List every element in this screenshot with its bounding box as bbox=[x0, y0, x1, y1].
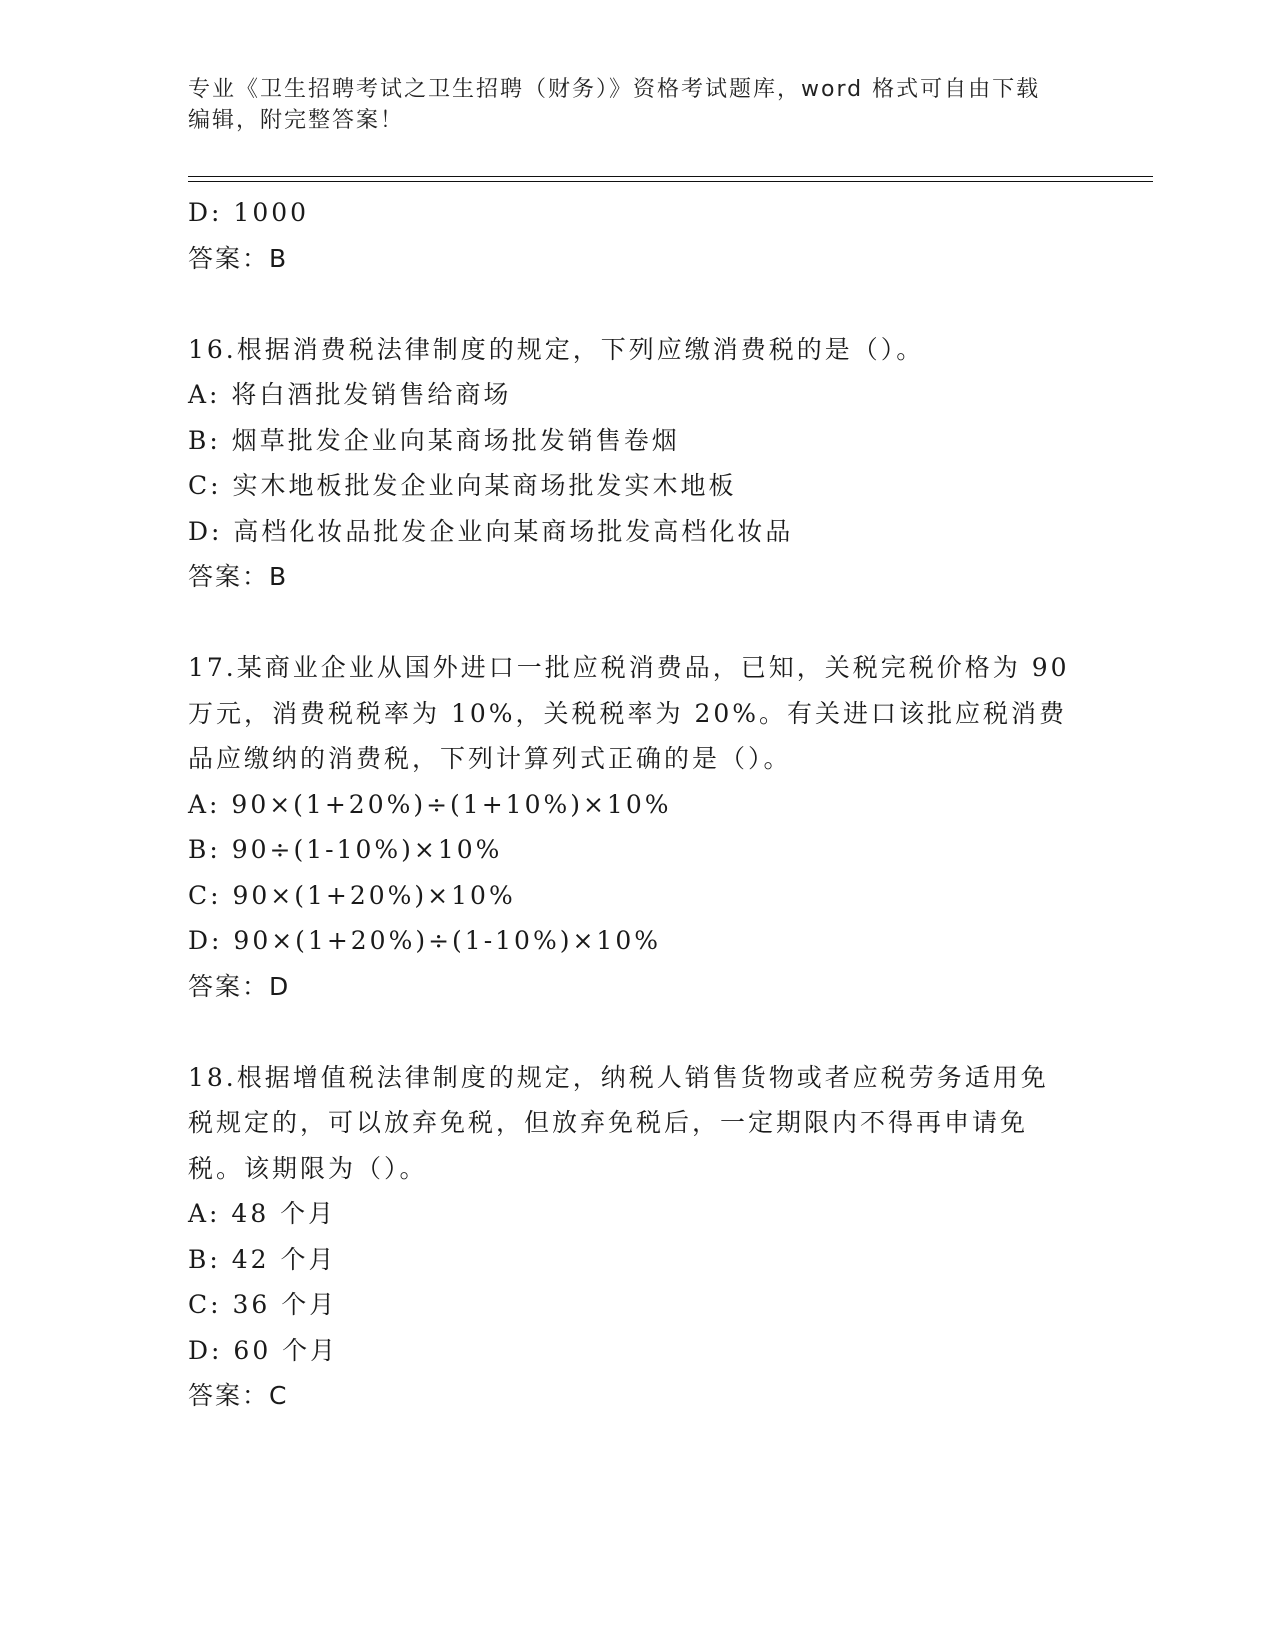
question-line: 18.根据增值税法律制度的规定，纳税人销售货物或者应税劳务适用免 bbox=[188, 1062, 1049, 1092]
header-rule-top bbox=[188, 176, 1153, 177]
spacer bbox=[188, 600, 1088, 646]
header-rule-bottom bbox=[188, 181, 1153, 182]
option-c: C: 90×(1+20%)×10% bbox=[188, 880, 516, 910]
spacer bbox=[188, 281, 1088, 327]
answer: 答案：B bbox=[188, 562, 289, 591]
option-d: D: 90×(1+20%)÷(1-10%)×10% bbox=[188, 926, 661, 955]
answer: 答案：D bbox=[188, 971, 291, 1001]
option-c: C: 36 个月 bbox=[188, 1290, 338, 1319]
question-16 bbox=[188, 327, 1088, 600]
question-line: 16.根据消费税法律制度的规定，下列应缴消费税的是（）。 bbox=[188, 334, 925, 364]
question-line: 税规定的，可以放弃免税，但放弃免税后，一定期限内不得再申请免 bbox=[188, 1108, 1029, 1137]
question-line: 税。该期限为（）。 bbox=[188, 1153, 428, 1183]
spacer bbox=[188, 1009, 1088, 1055]
header-line-1: 专业《卫生招聘考试之卫生招聘（财务）》资格考试题库，word 格式可自由下载 bbox=[188, 77, 1041, 102]
question-line: 万元，消费税税率为 10%，关税税率为 20%。有关进口该批应税消费 bbox=[188, 698, 1068, 728]
option-a: A: 90×(1+20%)÷(1+10%)×10% bbox=[188, 789, 672, 819]
option-a: A: 将白酒批发销售给商场 bbox=[188, 380, 512, 409]
option-d: D: 高档化妆品批发企业向某商场批发高档化妆品 bbox=[188, 516, 794, 546]
document-header bbox=[188, 74, 1068, 136]
answer: 答案：B bbox=[188, 243, 289, 273]
option-b: B: 42 个月 bbox=[188, 1244, 337, 1274]
option-d: D: 1000 bbox=[188, 198, 310, 227]
question-text bbox=[188, 327, 1088, 373]
option-d: D: 60 个月 bbox=[188, 1335, 339, 1365]
question-17 bbox=[188, 645, 1088, 1009]
option-a: A: 48 个月 bbox=[188, 1199, 337, 1228]
option-b: B: 烟草批发企业向某商场批发销售卷烟 bbox=[188, 425, 680, 455]
question-line: 17.某商业企业从国外进口一批应税消费品，已知，关税完税价格为 90 bbox=[188, 653, 1070, 682]
header-line-2: 编辑，附完整答案！ bbox=[188, 108, 405, 133]
question-text bbox=[188, 1055, 1088, 1192]
question-text bbox=[188, 645, 1088, 782]
question-18 bbox=[188, 1055, 1088, 1419]
document-body bbox=[188, 190, 1088, 1419]
answer: 答案：C bbox=[188, 1381, 289, 1410]
option-c: C: 实木地板批发企业向某商场批发实木地板 bbox=[188, 471, 737, 500]
question-line: 品应缴纳的消费税，下列计算列式正确的是（）。 bbox=[188, 744, 792, 773]
option-b: B: 90÷(1-10%)×10% bbox=[188, 835, 503, 864]
